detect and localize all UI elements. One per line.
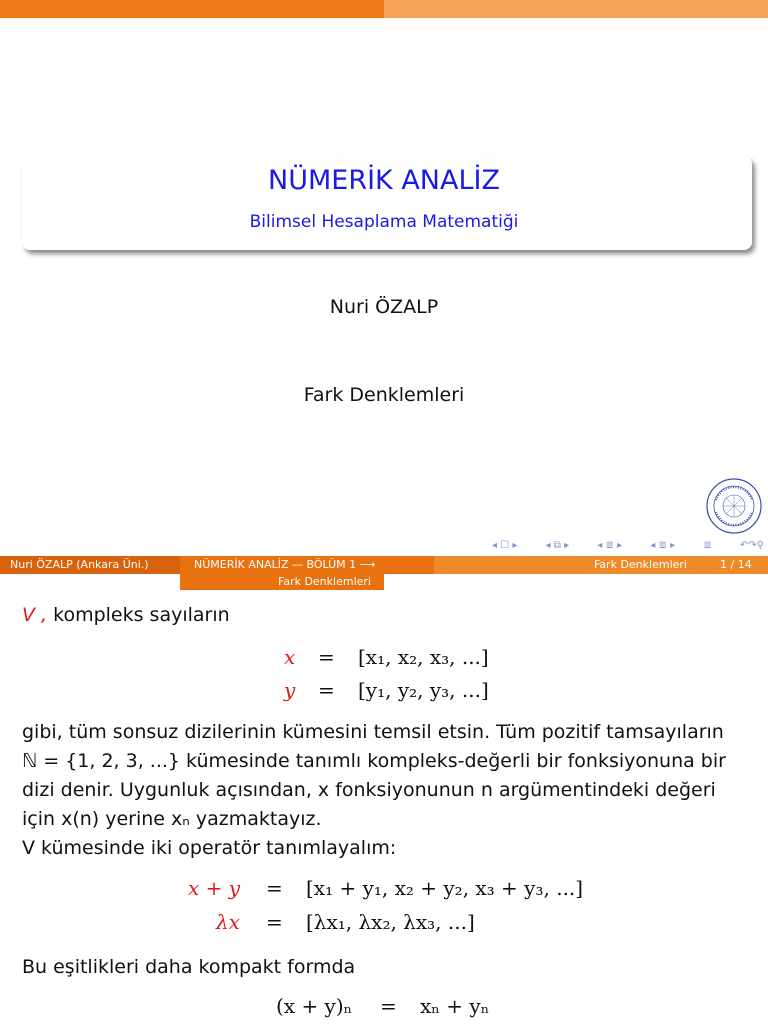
line1-text: kompleks sayıların — [47, 604, 230, 626]
footer-author: Nuri ÖZALP (Ankara Üni.) — [10, 558, 149, 571]
var-V: V , — [22, 604, 48, 626]
paragraph-line-2: ℕ = {1, 2, 3, ...} kümesinde tanımlı kompleks-değerli bir fonksiyonuna bir — [22, 750, 726, 772]
slide-subtitle: Bilimsel Hesaplama Matematiği — [249, 212, 519, 232]
eq2-equals: = — [318, 678, 335, 702]
eq5-lhs: (x + y)ₙ — [276, 994, 353, 1018]
eq5-equals: = — [380, 994, 397, 1018]
eq1-lhs: x — [284, 645, 296, 669]
footer-page-number: 1 / 14 — [720, 558, 752, 571]
paragraph-line-4: için x(n) yerine xₙ yazmaktayız. — [22, 808, 322, 830]
eq3-lhs: x + y — [188, 876, 241, 900]
eq4-equals: = — [266, 910, 283, 934]
nav-search-icon[interactable]: ↶↷⚲ — [739, 539, 764, 551]
paragraph-line-1: gibi, tüm sonsuz dizilerinin kümesini temsil etsin. Tüm pozitif tamsayıların — [22, 721, 724, 743]
eq5-rhs: xₙ + yₙ — [420, 994, 490, 1018]
header-bar-left — [0, 0, 384, 18]
eq2-rhs: [y₁, y₂, y₃, ...] — [358, 678, 489, 702]
author: Nuri ÖZALP — [329, 296, 439, 318]
header-bar-right — [384, 0, 768, 18]
eq3-rhs: [x₁ + y₁, x₂ + y₂, x₃ + y₃, ...] — [306, 876, 584, 900]
header-bar — [0, 0, 768, 18]
paragraph-line-6: Bu eşitlikleri daha kompakt formda — [22, 956, 356, 978]
paragraph-line-5: V kümesinde iki operatör tanımlayalım: — [22, 837, 397, 859]
eq3-equals: = — [266, 876, 283, 900]
nav-subsection-icon[interactable]: ◂ ⧉ ▸ — [545, 539, 570, 551]
eq1-rhs: [x₁, x₂, x₃, ...] — [358, 645, 489, 669]
paragraph-line-3: dizi denir. Uygunluk açısından, x fonksiyonunun n argümentindeki değeri — [22, 779, 716, 801]
nav-frame-icon[interactable]: ◂ ☐ ▸ — [492, 539, 518, 551]
text-line-1 — [22, 601, 230, 630]
eq1-equals: = — [318, 645, 335, 669]
footer — [0, 556, 768, 592]
eq4-lhs: λx — [216, 910, 240, 934]
eq2-lhs: y — [284, 678, 296, 702]
footer-course: NÜMERİK ANALİZ — BÖLÜM 1 ⟶ — [194, 558, 376, 571]
university-seal-icon — [706, 478, 762, 534]
footer-course-line2: Fark Denklemleri — [278, 575, 371, 588]
footer-section: Fark Denklemleri — [594, 558, 687, 571]
eq4-rhs: [λx₁, λx₂, λx₃, ...] — [306, 910, 475, 934]
topic: Fark Denklemleri — [303, 384, 465, 406]
nav-toc-icon[interactable]: ≣ — [703, 539, 712, 551]
beamer-navigation — [492, 538, 764, 552]
slide-title: NÜMERİK ANALİZ — [268, 165, 500, 196]
nav-section-icon[interactable]: ◂ ≣ ▸ — [597, 539, 623, 551]
nav-section2-icon[interactable]: ◂ ≣ ▸ — [650, 539, 676, 551]
